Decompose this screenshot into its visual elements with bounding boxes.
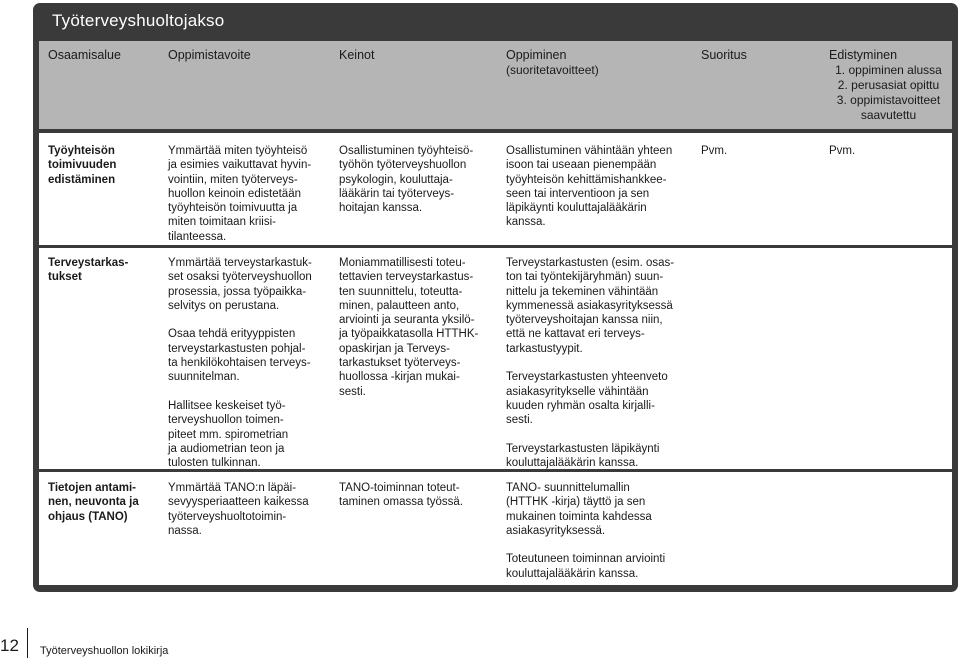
page-title: Työterveyshuoltojakso (52, 11, 225, 30)
progress-scale-list (831, 63, 946, 123)
row2-area: Terveystarkas- tukset (48, 257, 129, 284)
table-header (39, 41, 952, 129)
row-divider (39, 245, 952, 248)
progress-scale-item: 1. oppiminen alussa (835, 63, 942, 77)
header-oppiminen-line1: Oppiminen (506, 48, 567, 62)
row3-goal: Ymmärtää TANO:n läpäi- sevyysperiaatteen kaikessa työterveyshuoltotoimin- nassa. (168, 482, 309, 537)
book-title: Työterveyshuollon lokikirja (40, 645, 169, 657)
row1-progress: Pvm. (829, 145, 856, 157)
header-osaamisalue: Osaamisalue (48, 48, 121, 62)
row-divider (39, 469, 952, 472)
page-number: 12 (0, 636, 19, 655)
row3-learning: TANO- suunnittelumallin (HTTHK -kirja) täyttö ja sen mukainen toiminta kahdessa asiakasyrityksessä. Toteutuneen toiminnan arviointi kouluttajalääkärin kanssa. (506, 482, 666, 580)
row2-means: Moniammatillisesti toteu- tettavien terveystarkastus- ten suunnittelu, toteutta- minen, palautteen anto, arviointi ja seuranta yksilö- ja työpaikkatasolla HTTHK- opaskirjan ja Terveys- tarkastukset työterveys- huollossa -kirjan mukai- sesti. (339, 257, 479, 398)
row1-learning: Osallistuminen vähintään yhteen isoon tai useaan pienempään työyhteisön kehittämishankkee- seen tai interventioon ja sen läpikäynti kouluttajalääkärin kanssa. (506, 145, 673, 229)
progress-scale-item: 3. oppimistavoitteet saavutettu (836, 93, 941, 122)
header-suoritus: Suoritus (701, 48, 747, 62)
row3-means: TANO-toiminnan toteut- taminen omassa työssä. (339, 482, 464, 509)
row1-goal: Ymmärtää miten työyhteisö ja esimies vaikuttavat hyvin- vointiin, miten työterveys- huollon keinoin edistetään työyhteisön toimivuutta ja miten toimitaan kriisi- tilanteessa. (168, 145, 312, 243)
header-oppimistavoite: Oppimistavoite (168, 48, 251, 62)
row3-area: Tietojen antami- nen, neuvonta ja ohjaus (TANO) (48, 482, 139, 523)
row1-means: Osallistuminen työyhteisö- työhön työterveyshuollon psykologin, kouluttaja- lääkärin tai työterveys- hoitajan kanssa. (339, 145, 474, 215)
footer-divider (27, 628, 28, 658)
header-oppiminen-line2: (suoritetavoitteet) (506, 63, 599, 77)
header-edistyminen: Edistyminen (829, 48, 898, 62)
row2-learning: Terveystarkastusten (esim. osas- ton tai työntekijäryhmän) suun- nittelu ja tekeminen vähintään kymmenessä asiakasyrityksessä työterveyshoitajan kanssa niin, että ne kattavat eri terveys- tarkastustyypit. Terveystarkastusten yhteenveto asiakasyritykselle vähintään kuuden ryhmän osalta kirjalli- sesti. Terveystarkastusten läpikäynti kouluttajalääkärin kanssa. (506, 257, 675, 470)
header-oppiminen (506, 48, 599, 78)
progress-scale-item: 2. perusasiat opittu (837, 78, 940, 92)
header-keinot: Keinot (339, 48, 375, 62)
row1-area: Työyhteisön toimivuuden edistäminen (48, 145, 117, 186)
row1-done: Pvm. (701, 145, 728, 157)
row2-goal: Ymmärtää terveystarkastuk- set osaksi työterveyshuollon prosessia, jossa työpaikka- selvitys on perustana. Osaa tehdä erityyppisten terveystarkastusten pohjal- ta henkilökohtaisen terveys- suunnitelman. Hallitsee keskeiset työ- terveyshuollon toimen- piteet mm. spirometrian ja audiometrian teon ja tulosten tulkinnan. (168, 257, 312, 470)
